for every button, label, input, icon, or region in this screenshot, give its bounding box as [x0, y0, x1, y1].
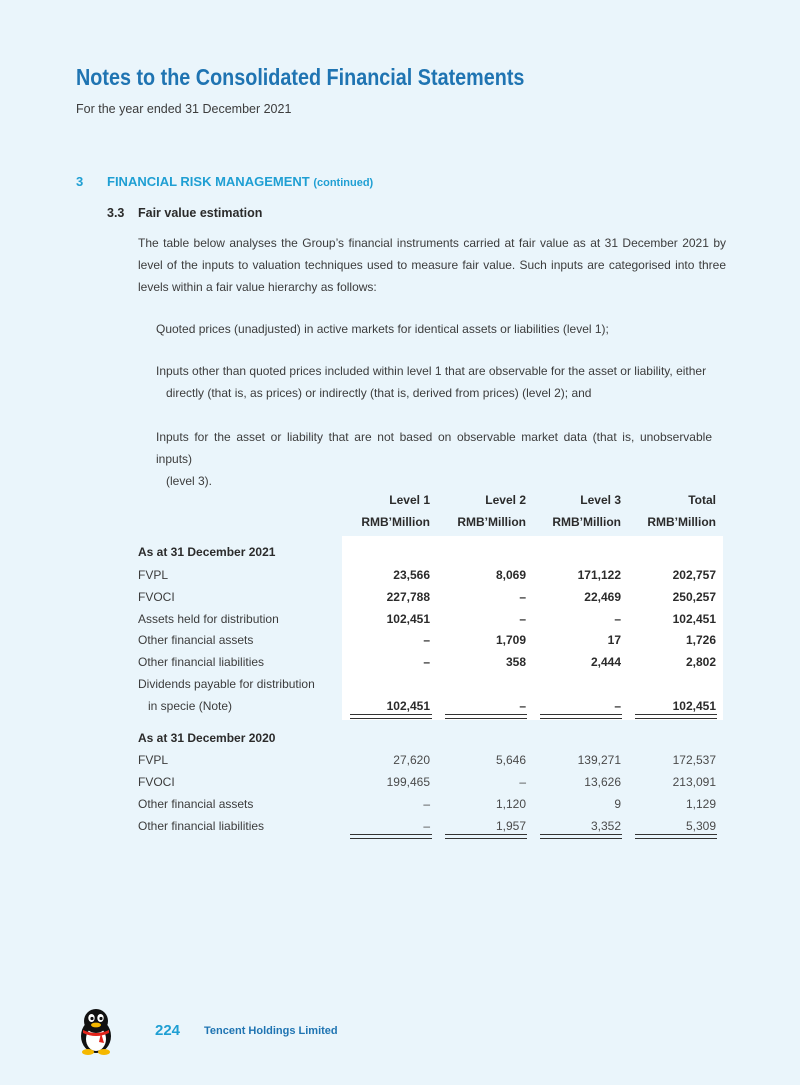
cell-value: 199,465 — [386, 775, 430, 789]
cell-value: 27,620 — [393, 753, 430, 767]
row-label: FVPL — [138, 568, 169, 582]
col-header-level1: Level 1 — [389, 493, 430, 507]
cell-value: 102,451 — [672, 612, 716, 626]
section-number: 3 — [76, 174, 84, 189]
cell-value: – — [519, 775, 526, 789]
row-label: Other financial liabilities — [138, 819, 265, 833]
section-heading — [107, 174, 373, 189]
cell-value: 5,309 — [685, 819, 716, 833]
cell-value: 139,271 — [577, 753, 621, 767]
cell-value: 202,757 — [672, 568, 716, 582]
page-number: 224 — [155, 1022, 181, 1039]
highlight-2021 — [342, 536, 723, 720]
cell-value: 213,091 — [672, 775, 716, 789]
row-label: Other financial assets — [138, 797, 254, 811]
row-label: Other financial assets — [138, 633, 254, 647]
row-label: FVOCI — [138, 590, 175, 604]
col-header-total: Total — [688, 493, 716, 507]
row-label: FVPL — [138, 753, 169, 767]
cell-value: 5,646 — [495, 753, 526, 767]
row-label: Assets held for distribution — [138, 612, 279, 626]
cell-value: – — [519, 699, 526, 713]
row-label-dividends: Dividends payable for distribution — [138, 677, 315, 691]
cell-value: 227,788 — [386, 590, 430, 604]
col-header-level3: Level 3 — [580, 493, 621, 507]
cell-value: 3,352 — [590, 819, 621, 833]
cell-value: 1,709 — [495, 633, 526, 647]
cell-value: 1,120 — [495, 797, 526, 811]
level-2-continuation: directly (that is, as prices) or indirectly (that is, derived from prices) (level 2); and — [166, 386, 592, 400]
page-title: Notes to the Consolidated Financial Statements — [76, 64, 525, 90]
double-underline — [350, 714, 432, 719]
cell-value: 17 — [607, 633, 621, 647]
company-name: Tencent Holdings Limited — [204, 1025, 338, 1037]
row-label: FVOCI — [138, 775, 175, 789]
row-label: Other financial liabilities — [138, 655, 265, 669]
cell-value: – — [614, 612, 621, 626]
col-unit-level1: RMB’Million — [361, 515, 430, 529]
cell-value: – — [423, 633, 430, 647]
level-3-continuation: (level 3). — [166, 474, 213, 488]
penguin-icon — [74, 1006, 118, 1056]
double-underline — [445, 714, 527, 719]
cell-value: 102,451 — [386, 699, 430, 713]
cell-value: 1,726 — [685, 633, 716, 647]
level-2-item — [156, 360, 712, 404]
cell-value: – — [519, 612, 526, 626]
cell-value: 250,257 — [672, 590, 716, 604]
cell-value: 2,444 — [590, 655, 621, 669]
section-title: FINANCIAL RISK MANAGEMENT — [107, 174, 310, 189]
level-3-item — [156, 426, 712, 492]
double-underline — [635, 834, 717, 839]
section-continued: (continued) — [313, 177, 374, 189]
cell-value: 102,451 — [672, 699, 716, 713]
double-underline — [540, 714, 622, 719]
group-label-2021: As at 31 December 2021 — [138, 545, 276, 559]
subsection-number: 3.3 — [107, 206, 125, 220]
cell-value: 1,957 — [495, 819, 526, 833]
cell-value: 172,537 — [672, 753, 716, 767]
page-subtitle: For the year ended 31 December 2021 — [76, 102, 292, 116]
col-unit-level2: RMB’Million — [457, 515, 526, 529]
double-underline — [635, 714, 717, 719]
col-unit-total: RMB’Million — [647, 515, 716, 529]
row-label-dividends-cont: in specie (Note) — [148, 699, 233, 713]
cell-value: 171,122 — [577, 568, 621, 582]
intro-paragraph: The table below analyses the Group’s financial instruments carried at fair value as at 31 December 2021 by level of the inputs to valuation techniques used to measure fair value. Such inputs are categorised into three levels within a fair value hierarchy as follows: — [138, 236, 726, 294]
cell-value: – — [423, 655, 430, 669]
double-underline — [445, 834, 527, 839]
level-1-text: Quoted prices (unadjusted) in active markets for identical assets or liabilities (level 1); — [156, 322, 609, 336]
cell-value: 102,451 — [386, 612, 430, 626]
cell-value: – — [519, 590, 526, 604]
cell-value: 1,129 — [685, 797, 716, 811]
level-1-item — [156, 318, 712, 340]
cell-value: 13,626 — [584, 775, 621, 789]
cell-value: 9 — [614, 797, 621, 811]
level-2-text: Inputs other than quoted prices included within level 1 that are observable for the asset or liability, either — [156, 364, 707, 378]
group-label-2020: As at 31 December 2020 — [138, 731, 276, 745]
double-underline — [350, 834, 432, 839]
double-underline — [540, 834, 622, 839]
cell-value: – — [614, 699, 621, 713]
cell-value: 358 — [505, 655, 526, 669]
level-3-text: Inputs for the asset or liability that are not based on observable market data (that is, unobservable inputs) — [156, 430, 712, 466]
cell-value: – — [423, 819, 430, 833]
cell-value: 22,469 — [584, 590, 621, 604]
cell-value: – — [423, 797, 430, 811]
cell-value: 2,802 — [685, 655, 716, 669]
cell-value: 8,069 — [495, 568, 526, 582]
cell-value: 23,566 — [393, 568, 430, 582]
col-header-level2: Level 2 — [485, 493, 526, 507]
subsection-title: Fair value estimation — [138, 206, 263, 220]
col-unit-level3: RMB’Million — [552, 515, 621, 529]
